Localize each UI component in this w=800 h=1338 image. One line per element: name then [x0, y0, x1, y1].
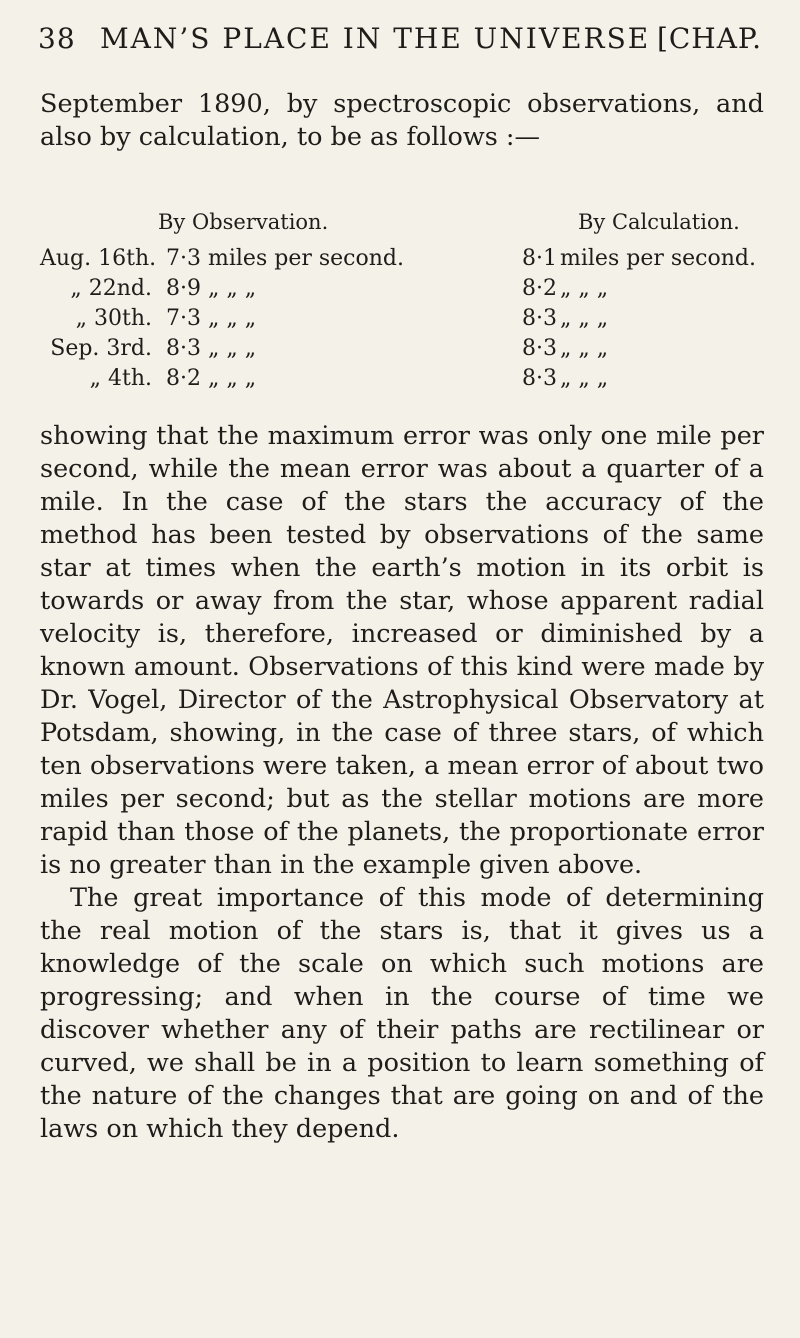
calculated-value: 8·3: [522, 366, 557, 391]
calculated-unit: „ „ „: [560, 276, 609, 301]
calculated-value: 8·2: [522, 276, 557, 301]
table-row: [40, 336, 770, 364]
observed-unit: „ „ „: [208, 276, 257, 301]
observed-unit: „ „ „: [208, 306, 257, 331]
running-title: MAN’S PLACE IN THE UNIVERSE: [100, 22, 651, 55]
calculated-unit: „ „ „: [560, 336, 609, 361]
running-header: [38, 22, 762, 62]
table-row: [40, 366, 770, 394]
calculated-unit: „ „ „: [560, 306, 609, 331]
velocity-table: [40, 210, 770, 400]
observed-unit: „ „ „: [208, 336, 257, 361]
row-date: „ 22nd.: [70, 276, 152, 301]
row-date: Aug. 16th.: [40, 246, 157, 271]
intro-text: September 1890, by spectroscopic observations, and also by calculation, to be as follows :—: [40, 89, 764, 152]
body-text: [40, 420, 764, 1146]
calculated-value: 8·3: [522, 336, 557, 361]
calculated-unit: „ „ „: [560, 366, 609, 391]
observed-unit: „ „ „: [208, 366, 257, 391]
paragraph: The great importance of this mode of determining the real motion of the stars is, that it gives us a knowledge of the scale on which such motions are progressing; and when in the course of time we discover whether any of their paths are rectilinear or curved, we shall be in a position to learn something of the nature of the changes that are going on and of the laws on which they depend.: [40, 883, 764, 1144]
table-row: [40, 306, 770, 334]
observed-value: 8·9: [166, 276, 201, 301]
calculation-heading: By Calculation.: [578, 210, 740, 234]
observed-value: 8·2: [166, 366, 201, 391]
calculated-unit: miles per second.: [560, 246, 756, 271]
observed-unit: miles per second.: [208, 246, 404, 271]
table-row: [40, 276, 770, 304]
observed-value: 7·3: [166, 246, 201, 271]
table-row: [40, 246, 770, 274]
observed-value: 8·3: [166, 336, 201, 361]
page-number: 38: [38, 22, 76, 55]
paragraph: showing that the maximum error was only one mile per second, while the mean error was about a quarter of a mile. In the case of the stars the accuracy of the method has been tested by observations of the same star at times when the earth’s motion in its orbit is towards or away from the star, whose apparent radial velocity is, therefore, increased or diminished by a known amount. Observations of this kind were made by Dr. Vogel, Director of the Astrophysical Observatory at Potsdam, showing, in the case of three stars, of which ten observations were taken, a mean error of about two miles per second; but as the stellar motions are more rapid than those of the planets, the proportionate error is no greater than in the example given above.: [40, 421, 764, 880]
row-date: „ 4th.: [89, 366, 152, 391]
calculated-value: 8·3: [522, 306, 557, 331]
row-date: „ 30th.: [75, 306, 152, 331]
observation-heading: By Observation.: [158, 210, 329, 234]
chapter-marker: [CHAP.: [656, 22, 762, 55]
calculated-value: 8·1: [522, 246, 557, 271]
observed-value: 7·3: [166, 306, 201, 331]
row-date: Sep. 3rd.: [50, 336, 152, 361]
